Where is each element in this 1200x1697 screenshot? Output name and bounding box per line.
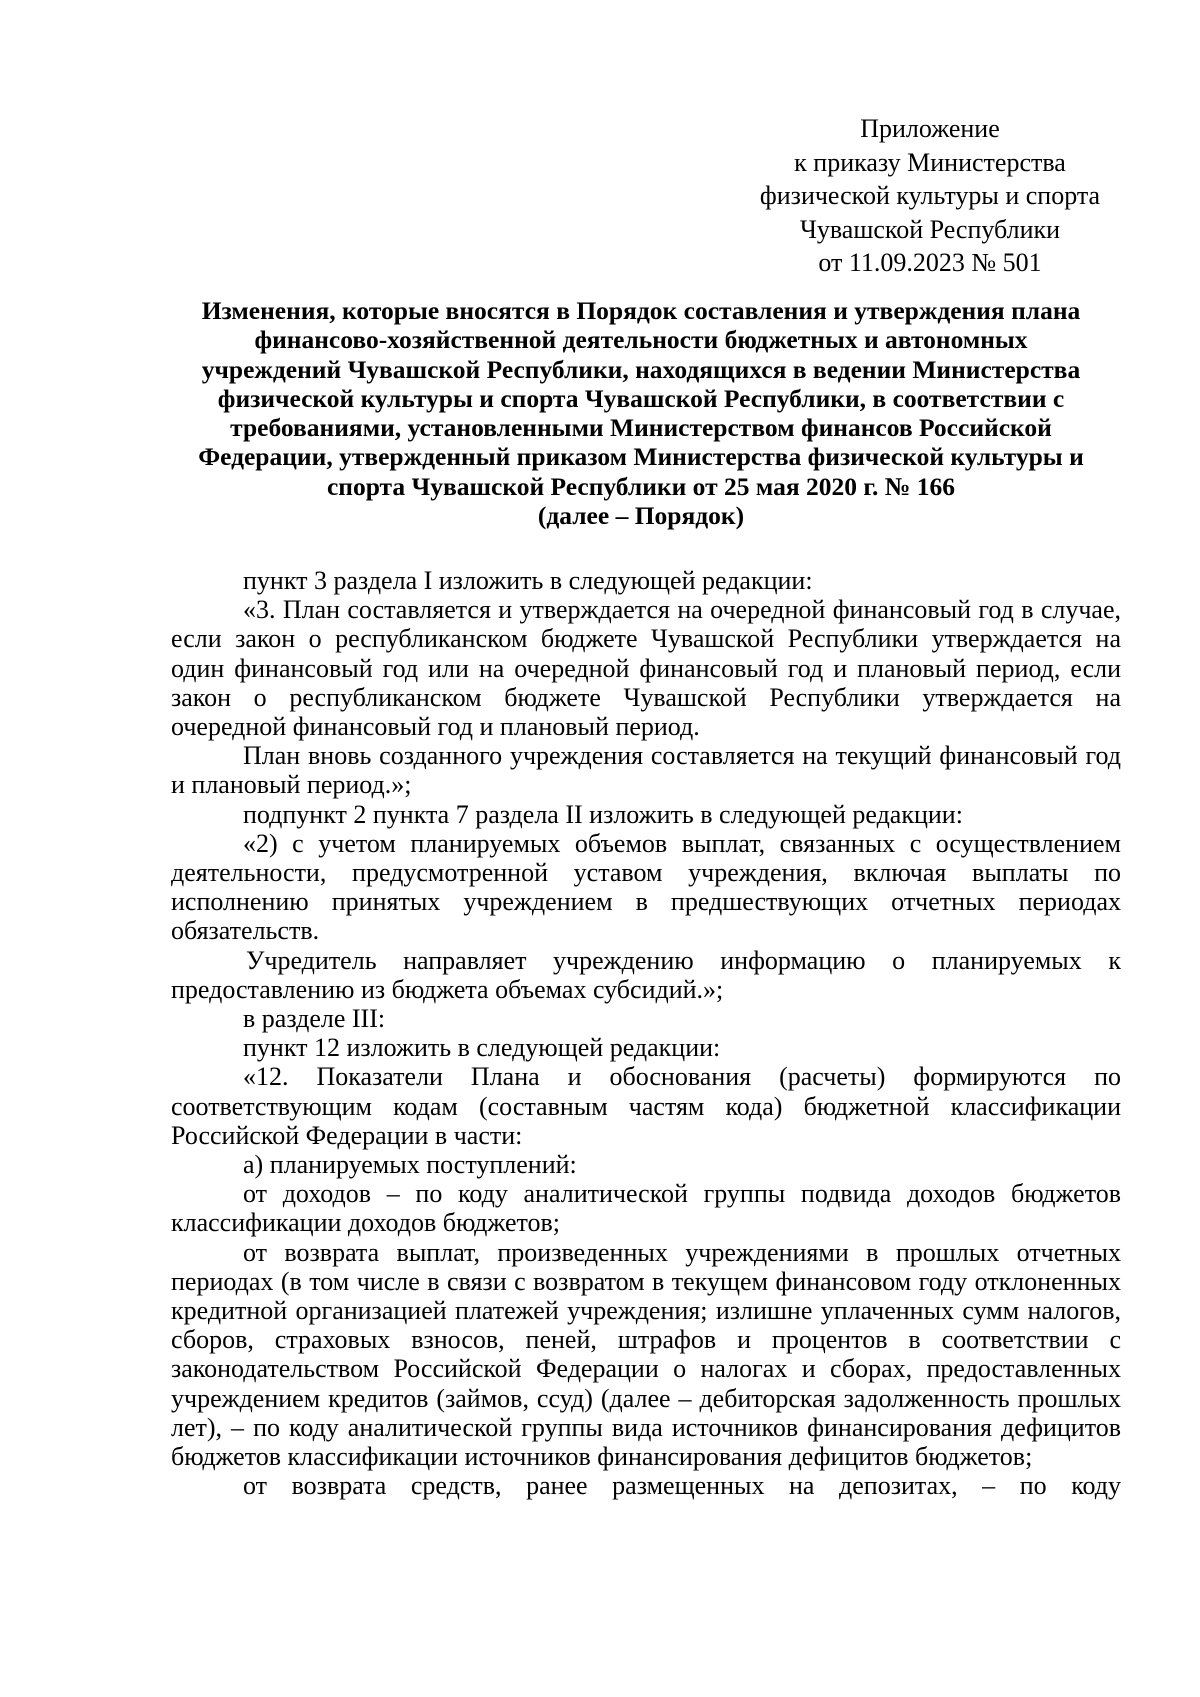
body-paragraph: План вновь созданного учреждения составляется на текущий финансовый год и плановый период.»; (171, 741, 1121, 800)
body-paragraph: от доходов – по коду аналитической группы подвида доходов бюджетов классификации доходов бюджетов; (171, 1179, 1121, 1238)
body-paragraph: «3. План составляется и утверждается на очередной финансовый год в случае, если закон о республиканском бюджете Чувашской Республики утверждается на один финансовый год или на очередной финансовый год и плановый период, если закон о республиканском бюджете Чувашской Республики утверждается на очередной финансовый год и плановый период. (171, 595, 1121, 742)
approval-line: Приложение (860, 114, 1000, 143)
title-line: требованиями, установленными Министерством финансов Российской (230, 413, 1052, 443)
body-paragraph: пункт 12 изложить в следующей редакции: (243, 1033, 721, 1063)
document-body (171, 566, 1121, 1501)
body-paragraph: от возврата средств, ранее размещенных на депозитах, – по коду (243, 1471, 1121, 1501)
document-title (170, 296, 1112, 530)
title-line: (далее – Порядок) (537, 501, 745, 531)
approval-line: к приказу Министерства (794, 147, 1066, 177)
title-line: финансово-хозяйственной деятельности бюджетных и автономных (254, 325, 1028, 355)
body-paragraph: в разделе III: (243, 1004, 386, 1034)
title-line: физической культуры и спорта Чувашской Республики, в соответствии с (217, 383, 1065, 413)
title-line: учреждений Чувашской Республики, находящихся в ведении Министерства (201, 354, 1081, 384)
body-paragraph: а) планируемых поступлений: (243, 1150, 577, 1180)
title-line: Изменения, которые вносятся в Порядок составления и утверждения плана (201, 296, 1081, 325)
body-paragraph: подпункт 2 пункта 7 раздела II изложить в следующей редакции: (243, 799, 963, 829)
body-paragraph: от возврата выплат, произведенных учреждениями в прошлых отчетных периодах (в том числе в связи с возвратом в текущем финансовом году отклоненных кредитной организацией платежей учреждения; излишне уплаченных сумм налогов, сборов, страховых взносов, пеней, штрафов и процентов в соответствии с законодательством Российской Федерации о налогах и сборах, предоставленных учреждением кредитов (займов, ссуд) (далее – дебиторская задолженность прошлых лет), – по коду аналитической группы вида источников финансирования дефицитов бюджетов классификации источников финансирования дефицитов бюджетов; (171, 1237, 1121, 1472)
approval-line: Чувашской Республики (799, 214, 1061, 244)
approval-block (740, 112, 1120, 280)
body-paragraph: пункт 3 раздела I изложить в следующей редакции: (243, 566, 813, 595)
title-line: Федерации, утвержденный приказом Министерства физической культуры и (198, 442, 1084, 472)
body-paragraph: «12. Показатели Плана и обоснования (расчеты) формируются по соответствующим кодам (составным частям кода) бюджетной классификации Российской Федерации в части: (171, 1062, 1121, 1150)
approval-line: от 11.09.2023 № 501 (818, 248, 1042, 277)
body-paragraph: Учредитель направляет учреждению информацию о планируемых к предоставлению из бюджета объемах субсидий.»; (171, 945, 1121, 1004)
approval-line: физической культуры и спорта (759, 181, 1101, 210)
body-paragraph: «2) с учетом планируемых объемов выплат, связанных с осуществлением деятельности, предусмотренной уставом учреждения, включая выплаты по исполнению принятых учреждением в предшествующих отчетных периодах обязательств. (171, 828, 1121, 946)
title-line: спорта Чувашской Республики от 25 мая 2020 г. № 166 (326, 471, 956, 501)
